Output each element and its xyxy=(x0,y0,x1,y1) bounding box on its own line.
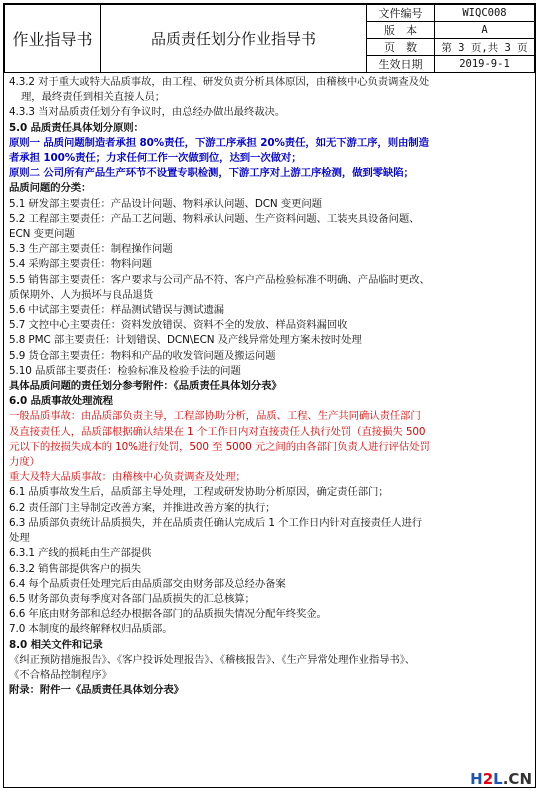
body-line: 附录：附件一《品质责任具体划分表》 xyxy=(9,684,184,697)
document-header-table xyxy=(4,4,535,73)
watermark-cn: .CN xyxy=(502,770,532,788)
body-line: 重大及特大品质事故：由稽核中心负责调查及处理； xyxy=(9,471,246,484)
body-line: 5.7 文控中心主要责任：资料发放错误、资料不全的发放、样品资料漏回收 xyxy=(9,319,348,332)
body-line: 5.2 工程部主要责任：产品工艺问题、物料承认问题、生产资料问题、工装夹具设备问题、 xyxy=(9,212,420,225)
body-line: 处理 xyxy=(9,532,30,545)
body-line: 5.1 研发部主要责任：产品设计问题、物料承认问题、DCN 变更问题 xyxy=(9,197,322,210)
body-line: 5.0 品质责任具体划分原则： xyxy=(9,121,144,134)
body-line: ECN 变更问题 xyxy=(9,228,75,241)
body-line: 6.4 每个品质责任处理完后由品质部交由财务部及总经办备案 xyxy=(9,577,286,590)
body-line: 具体品质问题的责任划分参考附件：《品质责任具体划分表》 xyxy=(9,380,282,393)
effective-date-value: 2019-9-1 xyxy=(435,56,535,73)
watermark-2: 2 xyxy=(482,770,494,788)
document-title: 品质责任划分作业指导书 xyxy=(101,5,367,73)
body-line: 6.3.1 产线的损耗由生产部提供 xyxy=(9,547,152,560)
page-count-label: 页 数 xyxy=(367,39,435,56)
body-line: 4.3.2 对于重大或特大品质事故，由工程、研发负责分析具体原因，由稽核中心负责调查及处 xyxy=(9,76,430,88)
body-line: 5.10 品质部主要责任：检验标准及检验手法的问题 xyxy=(9,364,241,377)
document-body xyxy=(4,73,535,698)
version-label: 版 本 xyxy=(367,22,435,39)
body-line: 者承担 100%责任；力求任何工作一次做到位，达到一次做对； xyxy=(9,152,302,165)
body-line: 《不合格品控制程序》 xyxy=(9,668,112,681)
body-line: 6.2 责任部门主导制定改善方案，并推进改善方案的执行； xyxy=(9,501,276,514)
version-value: A xyxy=(435,22,535,39)
body-line: 及直接责任人，品质部根据确认结果在 1 个工作日内对直接责任人执行处罚（直接损失 500 xyxy=(9,425,426,438)
body-line: 5.5 销售部主要责任：客户要求与公司产品不符、客户产品检验标准不明确、产品临时更改、 xyxy=(9,273,430,286)
page-count-value: 第 3 页,共 3 页 xyxy=(435,39,535,56)
body-line: 5.3 生产部主要责任：制程操作问题 xyxy=(9,243,173,256)
body-line: 理，最终责任到相关直接人员； xyxy=(21,91,166,104)
body-line: 6.3.2 销售部提供客户的损失 xyxy=(9,562,142,575)
body-line: 品质问题的分类： xyxy=(9,182,92,195)
body-line: 6.0 品质事故处理流程 xyxy=(9,395,113,408)
effective-date-label: 生效日期 xyxy=(367,56,435,73)
file-number-label: 文件编号 xyxy=(367,5,435,22)
body-line: 5.4 采购部主要责任：物料问题 xyxy=(9,258,152,271)
body-line: 7.0 本制度的最终解释权归品质部。 xyxy=(9,623,173,636)
body-line: 6.5 财务部负责每季度对各部门品质损失的汇总核算； xyxy=(9,592,255,605)
body-line: 5.8 PMC 部主要责任：计划错误、DCN\ECN 及产线异常处理方案未按时处理 xyxy=(9,334,362,347)
body-line: 5.9 货仓部主要责任：物料和产品的收发管问题及搬运问题 xyxy=(9,349,276,362)
body-line: 6.3 品质部负责统计品质损失，并在品质责任确认完成后 1 个工作日内针对直接责任人进行 xyxy=(9,516,423,529)
watermark-l: L xyxy=(493,770,503,788)
watermark-h: H xyxy=(470,770,483,788)
body-line: 5.6 中试部主要责任：样品测试错误与测试遗漏 xyxy=(9,304,224,317)
body-line: 质保期外、人为损坏与良品退货 xyxy=(9,288,154,301)
body-line: 4.3.3 当对品质责任划分有争议时，由总经办做出最终裁决。 xyxy=(9,106,286,119)
body-line: 6.6 年底由财务部和总经办根据各部门的品质损失情况分配年终奖金。 xyxy=(9,608,327,621)
document-page xyxy=(3,3,536,788)
doc-type-label: 作业指导书 xyxy=(5,5,101,73)
body-line: 6.1 品质事故发生后，品质部主导处理，工程或研发协助分析原因，确定责任部门； xyxy=(9,486,389,499)
body-line: 一般品质事故：由品质部负责主导，工程部协助分析，品质、工程、生产共同确认责任部门 xyxy=(9,410,421,423)
body-line: 8.0 相关文件和记录 xyxy=(9,638,103,651)
body-line: 原则一 品质问题制造者承担 80%责任，下游工序承担 20%责任，如无下游工序，则由制造 xyxy=(9,136,429,149)
body-line: 原则二 公司所有产品生产环节不设置专职检测，下游工序对上游工序检测，做到零缺陷； xyxy=(9,167,414,180)
body-line: 《纠正预防措施报告》、《客户投诉处理报告》、《稽核报告》、《生产异常处理作业指导书》、 xyxy=(9,653,416,666)
body-line: 力度） xyxy=(9,456,40,469)
site-watermark-logo xyxy=(470,770,532,788)
body-line: 元以下的按损失成本的 10%进行处罚，500 至 5000 元之间的由各部门负责人进行评估处罚 xyxy=(9,440,430,453)
file-number-value: WIQC008 xyxy=(435,5,535,22)
